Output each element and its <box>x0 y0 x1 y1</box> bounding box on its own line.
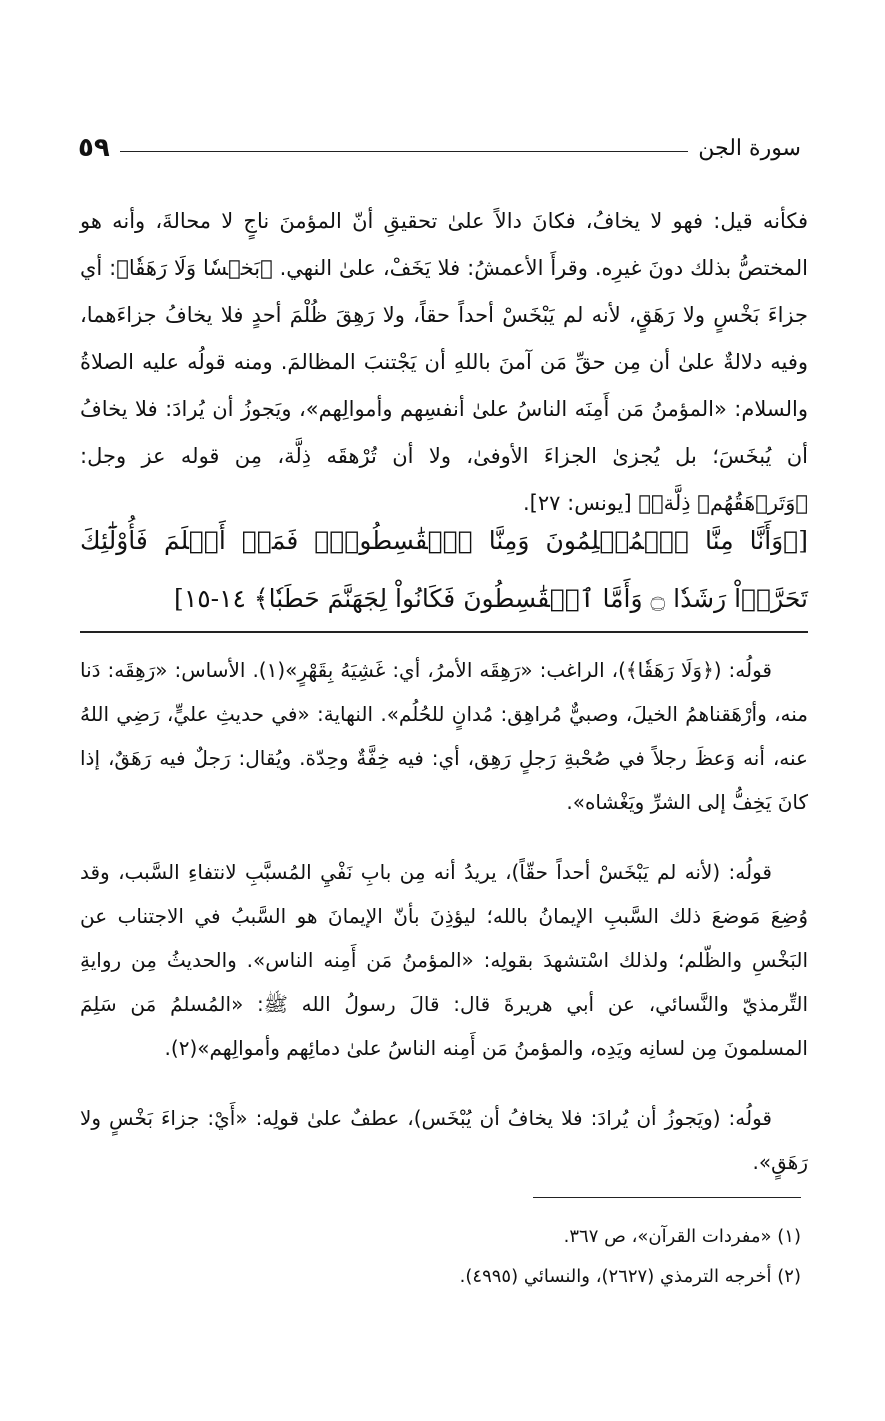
footnote: (١) «مفردات القرآن»، ص ٣٦٧. <box>563 1226 801 1247</box>
commentary-paragraph: قولُه: (﴿وَلَا رَهَقٗا﴾)، الراغب: «رَهِقَه الأمرُ، أي: غَشِيَهُ بِقَهْرٍ»(١). الأساس: «رَهِقَه: دَنا منه، وأرْهَقناهمُ الخيلَ، وصبيٌّ مُراهِق: مُدانٍ للحُلُم». النهاية: «في حديثِ عليٍّ، رَضِي اللهُ عنه، أنه وَعظَ رجلاً في صُحْبةِ رَجلٍ رَهِق، أي: فيه خِفَّةٌ وحِدّة. ويُقال: رَجلٌ فيه رَهَقٌ، إذا كانَ يَخِفُّ إلى الشرِّ ويَغْشاه». <box>80 658 808 814</box>
footnote-separator <box>533 1197 801 1198</box>
surah-title: سورة الجن <box>698 135 801 161</box>
commentary-paragraph: قولُه: (ويَجوزُ أن يُرادَ: فلا يخافُ أن يُبْخَس)، عطفٌ علىٰ قولِه: «أَيْ: جزاءَ بَخْسٍ ولا رَهَقٍ». <box>80 1106 808 1174</box>
commentary-paragraph: قولُه: (لأنه لم يَبْخَسْ أحداً حقّاً)، يريدُ أنه مِن بابِ نَفْيِ المُسبَّبِ لانتفاءِ السَّبب، وقد وُضِعَ مَوضعَ ذلك السَّببِ الإيمانُ بالله؛ ليؤذِنَ بأنّ الإيمانَ هو السَّببُ في الاجتناب عن البَخْسِ والظّلم؛ ولذلك اسْتشهدَ بقولِه: «المؤمنُ مَن أَمِنه الناس». والحديثُ مِن روايةِ التِّرمذيّ والنَّسائي، عن أبي هريرةَ قال: قالَ رسولُ الله ﷺ: «المُسلمُ مَن سَلِمَ المسلمونَ مِن لسانِه ويَدِه، والمؤمنُ مَن أَمِنه الناسُ علىٰ دمائِهم وأموالِهم»(٢). <box>80 860 808 1060</box>
main-text: فكأنه قيل: فهو لا يخافُ، فكانَ دالاً علىٰ تحقيقِ أنّ المؤمنَ ناجٍ لا محالةَ، وأنه هو المختصُّ بذلك دونَ غيرِه. وقرأَ الأعمشُ: فلا يَخَفْ، علىٰ النهي. ﴿بَخۡسٗا وَلَا رَهَقٗا﴾: أي جزاءَ بَخْسٍ ولا رَهَقٍ، لأنه لم يَبْخَسْ أحداً حقاً، ولا رَهِقَ ظُلْمَ أحدٍ فلا يخافُ جزاءَهما، وفيه دلالةٌ علىٰ أن مِن حقِّ مَن آمنَ باللهِ أن يَجْتنبَ المظالمَ. ومنه قولُه عليه الصلاةُ والسلام: «المؤمنُ مَن أَمِنَه الناسُ علىٰ أنفسِهم وأموالِهم»، ويَجوزُ أن يُرادَ: فلا يخافُ أن يُبخَسَ؛ بل يُجزىٰ الجزاءَ الأوفىٰ، ولا أن تُرْهقَه ذِلَّة، مِن قوله عز وجل: ﴿وَتَرۡهَقُهُمۡ ذِلَّةٞ﴾ [يونس: ٢٧]. <box>80 209 808 515</box>
quran-verse: [﴿وَأَنَّا مِنَّا ٱلۡمُسۡلِمُونَ وَمِنَّا ٱلۡقَٰسِطُونَۖ فَمَنۡ أَسۡلَمَ فَأُوْلَٰٓئِكَ تَحَرَّوۡاْ رَشَدٗا ۝ وَأَمَّا ٱلۡقَٰسِطُونَ فَكَانُواْ لِجَهَنَّمَ حَطَبٗا﴾ ١٤-١٥] <box>80 526 808 613</box>
header-rule <box>120 151 689 152</box>
running-header <box>78 128 801 168</box>
page-number: ٥٩ <box>78 133 110 163</box>
footnote: (٢) أخرجه الترمذي (٢٦٢٧)، والنسائي (٤٩٩٥). <box>459 1266 801 1287</box>
main-separator <box>80 631 808 633</box>
